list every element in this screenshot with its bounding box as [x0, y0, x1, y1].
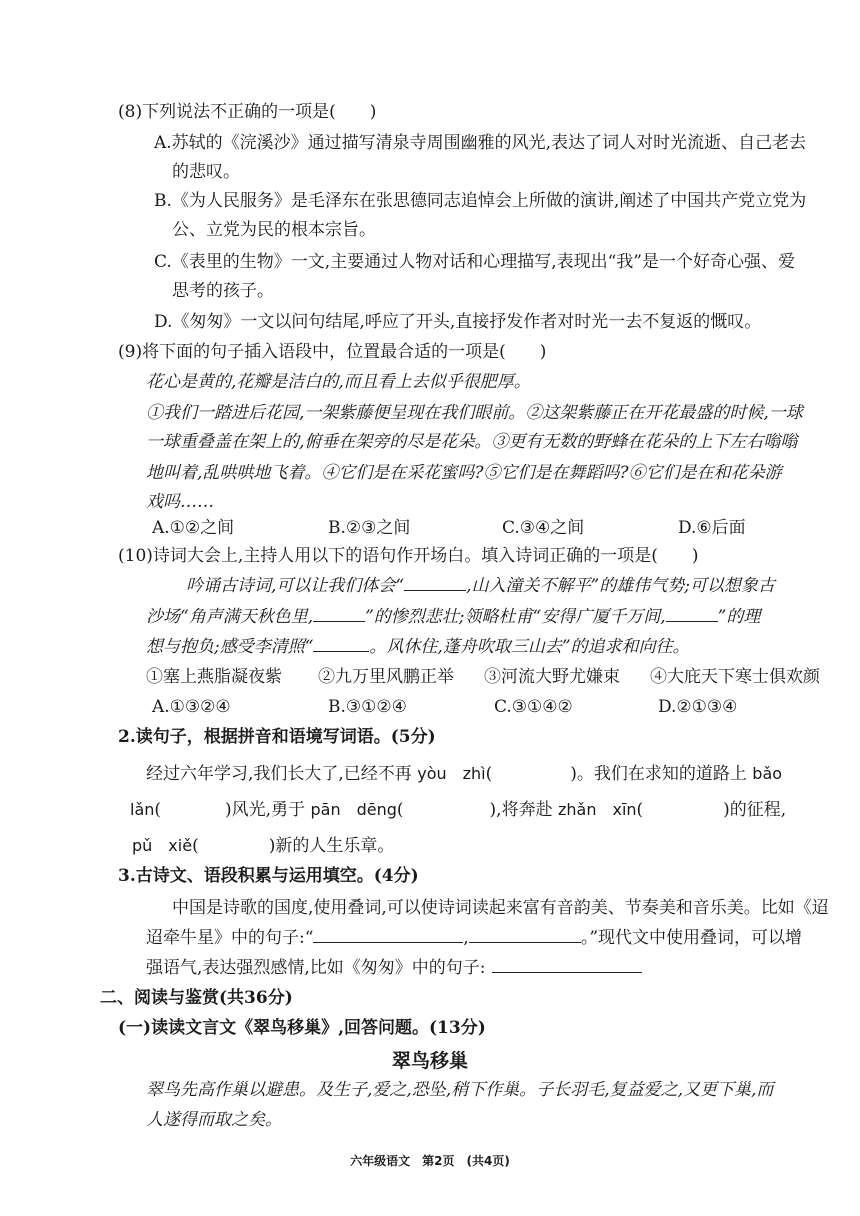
q10-line2: [146, 605, 760, 629]
section-3-line3-text: 强语气,表达强烈感情,比如《匆匆》中的句子:: [146, 958, 486, 978]
pinyin-line3: [132, 834, 394, 858]
poem-blank-1[interactable]: [313, 926, 463, 943]
q10-line3-b: 。风休住,蓬舟吹取三山去”的追求和向往。: [369, 637, 690, 657]
pinyin-line1-text-b: 。我们在求知的道路上: [576, 764, 747, 784]
section-2-heading: 2.读句子，根据拼音和语境写词语。(5分): [118, 727, 436, 747]
paren-open-5: (: [192, 836, 199, 856]
paren-open-2: (: [154, 800, 162, 820]
q9-option-d: D.⑥后面: [678, 518, 746, 538]
section-3-line2-a: 迢牵牛星》中的句子:“: [146, 928, 314, 948]
q8-option-d: D.《匆匆》一文以问句结尾,呼应了开头,直接抒发作者对时光一去不复返的慨叹。: [154, 312, 762, 332]
paren-open-1: (: [485, 764, 493, 784]
pinyin-zhanxin: zhǎn xīn: [557, 800, 637, 819]
q9-option-a: A.①②之间: [152, 518, 235, 538]
q9-passage-line1: ①我们一踏进后花园,一架紫藤便呈现在我们眼前。②这架紫藤正在开花最盛的时候,一球: [146, 403, 803, 423]
q10-line3: [146, 635, 690, 659]
q9-stem: (9)将下面的句子插入语段中，位置最合适的一项是( ): [118, 342, 547, 362]
q10-line2-b: ”的惨烈悲壮;领略杜甫“安得广厦千万间,: [365, 607, 666, 627]
page-footer: 六年级语文 第2页 (共4页): [350, 1154, 510, 1168]
pinyin-pandeng: pān dēng: [310, 800, 397, 819]
q10-blank-2[interactable]: [313, 605, 365, 622]
prose-blank[interactable]: [492, 956, 642, 973]
paren-open-4: (: [636, 800, 644, 820]
section-3-line2: [146, 926, 802, 950]
q9-passage-line2: 一球重叠盖在架上的,俯垂在架旁的尽是花朵。③更有无数的野蜂在花朵的上下左右嗡嗡: [146, 432, 798, 452]
part-2-heading: 二、阅读与鉴赏(共36分): [100, 988, 293, 1008]
q10-choice-4: ④大庇天下寒士俱欢颜: [650, 667, 820, 687]
passage-line1: 翠鸟先高作巢以避患。及生子,爱之,恐坠,稍下作巢。子长羽毛,复益爱之,又更下巢,而: [146, 1080, 774, 1100]
q10-line3-a: 想与抱负;感受李清照“: [146, 637, 314, 657]
passage-title: 翠鸟移巢: [391, 1050, 468, 1072]
q8-option-a-line2: 的悲叹。: [172, 162, 240, 182]
pinyin-line2-text-e: )的征程,: [723, 800, 787, 820]
pinyin-line2-text-c: )风光,勇于: [225, 800, 306, 820]
q10-blank-3[interactable]: [666, 605, 718, 622]
q8-option-c-line1: C.《表里的生物》一文,主要通过人物对话和心理描写,表现出“我”是一个好奇心强、爱: [154, 252, 795, 272]
q9-passage-line3: 地叫着,乱哄哄地飞着。④它们是在采花蜜吗?⑤它们是在舞蹈吗?⑥它们是在和花朵游: [146, 463, 782, 483]
q9-passage-line4: 戏吗……: [146, 492, 214, 512]
q10-line1: [186, 574, 775, 598]
pinyin-bao: bǎo: [752, 764, 783, 783]
q8-option-a-line1: A.苏轼的《浣溪沙》通过描写清泉寺周围幽雅的风光,表达了词人对时光流逝、自己老去: [154, 133, 807, 153]
q10-line1-a: 吟诵古诗词,可以让我们体会“: [186, 576, 405, 596]
passage-line2: 人遂得而取之矣。: [146, 1110, 282, 1130]
pinyin-line2-text-d: ),将奔赴: [489, 800, 553, 820]
q9-option-b: B.②③之间: [328, 518, 411, 538]
q10-line2-a: 沙场“角声满天秋色里,: [146, 607, 314, 627]
q10-stem: (10)诗词大会上,主持人用以下的语句作开场白。填入诗词正确的一项是( ): [118, 546, 699, 566]
q8-option-b-line1: B.《为人民服务》是毛泽东在张思德同志追悼会上所做的演讲,阐述了中国共产党立党为: [154, 191, 807, 211]
section-3-line1: 中国是诗歌的国度,使用叠词,可以使诗词读起来富有音韵美、节奏美和音乐美。比如《迢: [172, 898, 829, 918]
q10-option-a: A.①③②④: [152, 697, 231, 717]
pinyin-line3-text-f: )新的人生乐章。: [268, 836, 395, 856]
paren-open-3: (: [396, 800, 404, 820]
pinyin-line1: [146, 762, 782, 786]
poem-blank-2[interactable]: [469, 926, 581, 943]
q10-line1-b: ,山入潼关不解平”的雄伟气势;可以想象古: [466, 576, 775, 596]
q10-blank-4[interactable]: [313, 635, 369, 652]
q10-option-d: D.②①③④: [658, 697, 738, 717]
reading-1-heading: (一)读读文言文《翠鸟移巢》,回答问题。(13分): [118, 1018, 486, 1038]
pinyin-line2: [130, 798, 786, 822]
pinyin-youzhi: yòu zhì: [417, 764, 486, 783]
q10-line2-c: ”的理: [717, 607, 761, 627]
section-3-line2-b: ,: [463, 928, 469, 948]
pinyin-lan: lǎn: [130, 800, 155, 819]
section-3-line3: [146, 956, 642, 980]
q10-choice-2: ②九万里风鹏正举: [318, 667, 454, 687]
q10-option-b: B.③①②④: [328, 697, 407, 717]
q8-option-c-line2: 思考的孩子。: [172, 281, 274, 301]
pinyin-line1-text-a: 经过六年学习,我们长大了,已经不再: [146, 764, 412, 784]
q10-blank-1[interactable]: [404, 574, 466, 591]
section-3-heading: 3.古诗文、语段积累与运用填空。(4分): [118, 866, 419, 886]
q9-option-c: C.③④之间: [502, 518, 585, 538]
q10-choice-1: ①塞上燕脂凝夜紫: [146, 667, 282, 687]
pinyin-puxie: pǔ xiě: [132, 836, 193, 855]
q8-stem: (8)下列说法不正确的一项是( ): [118, 102, 377, 122]
q10-option-c: C.③①④②: [494, 697, 573, 717]
paren-close-1: ): [570, 764, 577, 784]
section-3-line2-c: 。”现代文中使用叠词，可以增: [580, 928, 803, 948]
q9-sentence: 花心是黄的,花瓣是洁白的,而且看上去似乎很肥厚。: [146, 372, 531, 392]
q10-choice-3: ③河流大野尤嫌束: [484, 667, 620, 687]
q8-option-b-line2: 公、立党为民的根本宗旨。: [172, 220, 376, 240]
